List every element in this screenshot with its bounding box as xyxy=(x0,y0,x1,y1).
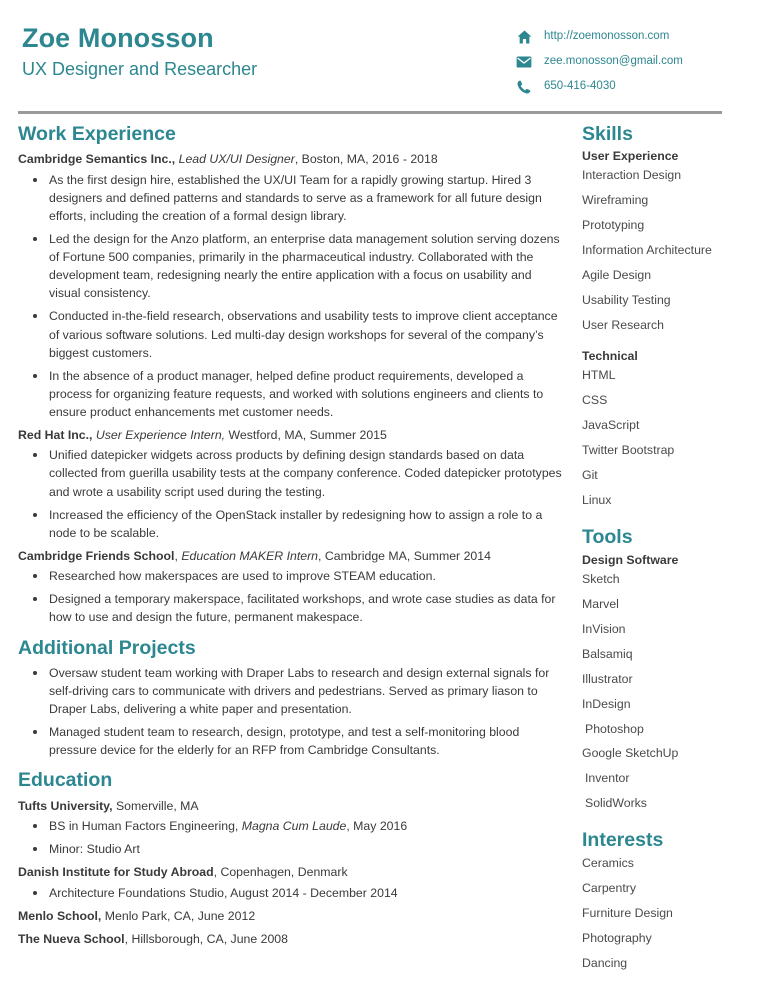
resume-body xyxy=(18,114,740,981)
skill-item: User Research xyxy=(582,318,665,333)
tools-list xyxy=(582,553,758,813)
education-entry-header xyxy=(18,908,564,925)
skill-item: Twitter Bootstrap xyxy=(582,443,675,458)
email-link[interactable]: zee.monosson@gmail.com xyxy=(544,55,683,68)
contact-block xyxy=(513,24,740,103)
interests-list xyxy=(582,856,758,972)
education-entry-header xyxy=(18,864,564,881)
phone-number[interactable]: 650-416-4030 xyxy=(544,80,616,93)
education-bullets xyxy=(18,817,564,858)
section-heading-skills: Skills xyxy=(582,123,633,145)
job-header: Cambridge Friends School, Education MAKER Intern, Cambridge MA, Summer 2014 xyxy=(18,548,491,563)
interest-item: Dancing xyxy=(582,955,628,970)
job-title: Education MAKER Intern xyxy=(181,548,319,563)
skill-subheading: User Experience xyxy=(582,149,679,164)
interest-item: Ceramics xyxy=(582,855,634,870)
skill-item: Interaction Design xyxy=(582,168,682,183)
tool-item: Inventor xyxy=(585,771,630,786)
contact-row-phone[interactable] xyxy=(513,78,735,95)
education-meta: , Hillsborough, CA, June 2008 xyxy=(124,931,288,946)
section-heading-education: Education xyxy=(18,769,113,792)
contact-row-website[interactable] xyxy=(513,28,735,45)
home-icon xyxy=(513,30,535,44)
tool-item: Photoshop xyxy=(585,721,644,736)
skill-item: Wireframing xyxy=(582,193,649,208)
list-item: Oversaw student team working with Draper Labs to research and design external signals for self-driving cars to communicate with drivers and pedestrians. Served as primary liason to Draper Labs, delivering a white paper and presentation. xyxy=(18,664,564,718)
list-item: Minor: Studio Art xyxy=(18,840,564,858)
list-item: In the absence of a product manager, helped define product requirements, developed a process for organizing feature requests, and worked with solutions engineers and clients to ensure product enhancements met customer needs. xyxy=(18,367,564,421)
tool-item: InVision xyxy=(582,621,626,636)
skill-subheading: Technical xyxy=(582,349,638,364)
interest-item: Photography xyxy=(582,930,652,945)
interest-item: Carpentry xyxy=(582,880,636,895)
tool-item: SolidWorks xyxy=(585,796,647,811)
section-heading-tools: Tools xyxy=(582,526,633,549)
sidebar-column xyxy=(574,123,758,981)
education-meta: Somerville, MA xyxy=(112,798,199,813)
skill-item: Information Architecture xyxy=(582,243,712,258)
education-school: Danish Institute for Study Abroad xyxy=(18,865,214,880)
job-bullets xyxy=(18,446,564,541)
website-link[interactable]: http://zoemonosson.com xyxy=(544,30,670,43)
education-meta: , Copenhagen, Denmark xyxy=(213,865,348,880)
skill-item: Linux xyxy=(582,493,612,508)
section-heading-additional-projects: Additional Projects xyxy=(18,636,196,659)
job-bullets xyxy=(18,171,564,421)
job-meta: , Cambridge MA, Summer 2014 xyxy=(318,548,491,563)
education-meta: Menlo Park, CA, June 2012 xyxy=(101,909,256,924)
skill-item: Usability Testing xyxy=(582,293,671,308)
education-entry-header xyxy=(18,798,564,815)
education-list xyxy=(18,798,564,948)
phone-icon xyxy=(513,80,535,94)
list-item: Designed a temporary makerspace, facilitated workshops, and wrote case studies as data for how to use and design the future, permanent makespace. xyxy=(18,590,564,626)
list-item: BS in Human Factors Engineering, Magna Cum Laude, May 2016 xyxy=(18,817,564,835)
list-item: Conducted in-the-field research, observations and usability tests to improve client acceptance of various software solutions. Led multi-day design workshops for several of the company’s biggest customers. xyxy=(18,307,564,361)
skill-item: HTML xyxy=(582,368,616,383)
job-meta: Westford, MA, Summer 2015 xyxy=(225,427,387,442)
list-item: As the first design hire, established the UX/UI Team for a rapidly growing startup. Hired 3 designers and defined patterns and standards to serve as a framework for all future design efforts, including the creation of a formal design library. xyxy=(18,171,564,225)
list-item: Increased the efficiency of the OpenStack installer by redesigning how to assign a role to a node to be scalable. xyxy=(18,506,564,542)
education-school: Tufts University, xyxy=(18,798,113,813)
job-tagline: UX Designer and Researcher xyxy=(22,58,258,79)
skills-list xyxy=(582,149,758,509)
tool-item: Google SketchUp xyxy=(582,746,679,761)
tool-subheading: Design Software xyxy=(582,552,679,567)
job-header xyxy=(18,151,564,168)
page-title: Zoe Monosson xyxy=(22,23,214,53)
education-entry-header xyxy=(18,931,564,948)
tool-item: Marvel xyxy=(582,596,619,611)
tool-item: InDesign xyxy=(582,696,631,711)
section-heading-work-experience: Work Experience xyxy=(18,123,176,145)
education-school: Menlo School, xyxy=(18,909,102,924)
list-item: Led the design for the Anzo platform, an enterprise data management solution serving dozens of Fortune 500 companies, primarily in the pharmaceutical industry. Collaborated with the development team, redesigning nearly the entire application with a focus on usability and visual consistency. xyxy=(18,230,564,302)
job-meta: , Boston, MA, 2016 - 2018 xyxy=(294,152,438,167)
list-item: Unified datepicker widgets across products by defining design standards based on data collected from guerilla usability tests at the company conference. Coded datepicker prototypes and wrote a usability script used during the testing. xyxy=(18,446,564,500)
job-bullets xyxy=(18,567,564,626)
section-heading-interests: Interests xyxy=(582,829,664,852)
job-company: Cambridge Semantics Inc., xyxy=(18,152,176,167)
skill-item: CSS xyxy=(582,393,608,408)
education-honors: Magna Cum Laude xyxy=(241,819,347,834)
envelope-icon xyxy=(513,56,535,68)
contact-row-email[interactable] xyxy=(513,53,735,70)
job-company: Cambridge Friends School xyxy=(18,548,175,563)
list-item: Architecture Foundations Studio, August 2014 - December 2014 xyxy=(18,884,564,902)
list-item: Managed student team to research, design, prototype, and test a self-monitoring blood pressure device for the elderly for an RFP from Cambridge Consultants. xyxy=(18,723,564,759)
job-header xyxy=(18,427,564,444)
work-experience-list xyxy=(18,151,564,626)
resume-header xyxy=(18,18,740,103)
additional-projects-list xyxy=(18,664,564,759)
skill-item: JavaScript xyxy=(582,418,640,433)
job-title: Lead UX/UI Designer xyxy=(178,152,295,167)
skill-item: Prototyping xyxy=(582,218,645,233)
education-school: The Nueva School xyxy=(18,931,125,946)
job-company: Red Hat Inc., xyxy=(18,427,93,442)
education-bullets xyxy=(18,884,564,902)
skill-item: Agile Design xyxy=(582,268,652,283)
tool-item: Balsamiq xyxy=(582,646,633,661)
list-item: Researched how makerspaces are used to improve STEAM education. xyxy=(18,567,564,585)
tool-item: Illustrator xyxy=(582,671,633,686)
interest-item: Furniture Design xyxy=(582,905,673,920)
name-block xyxy=(18,24,257,79)
tool-item: Sketch xyxy=(582,571,620,586)
main-column xyxy=(18,123,574,950)
job-title: User Experience Intern, xyxy=(95,427,226,442)
skill-item: Git xyxy=(582,468,598,483)
